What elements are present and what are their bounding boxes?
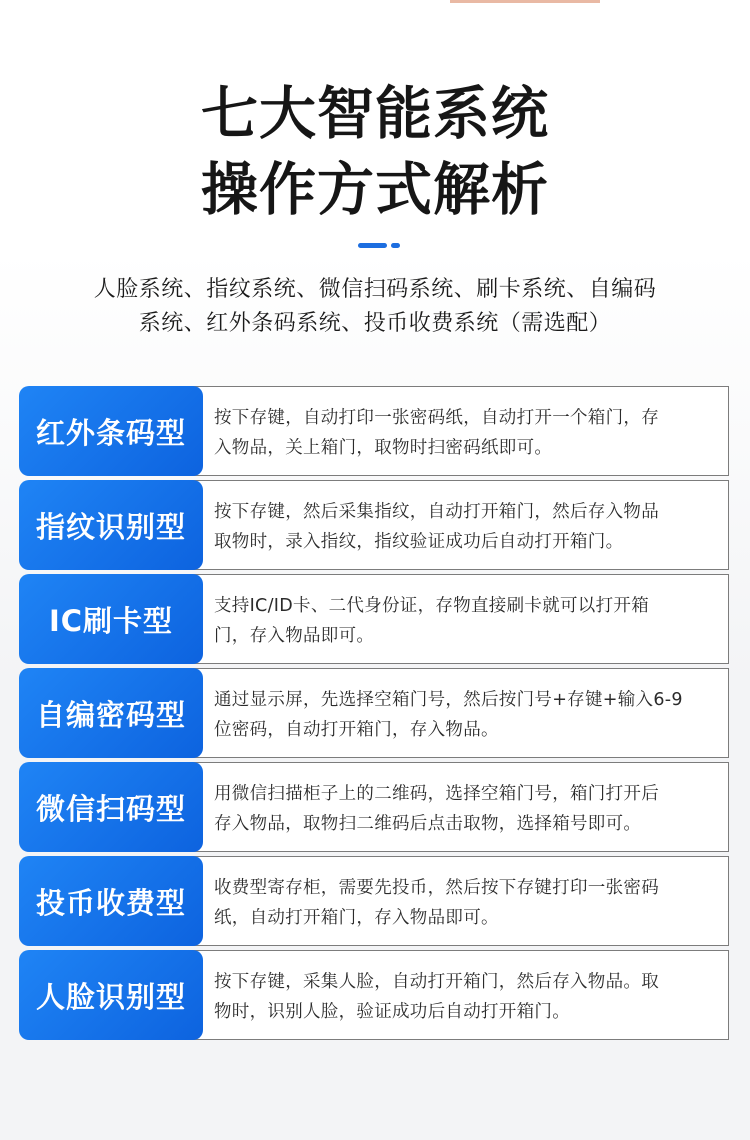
system-row-wechat-scan <box>19 762 729 852</box>
system-description-line2: 取物时，录入指纹，指纹验证成功后自动打开箱门。 <box>214 532 624 552</box>
system-label: IC刷卡型 <box>48 603 174 638</box>
system-description <box>214 967 727 1027</box>
system-label-badge <box>19 480 203 570</box>
system-label-badge <box>19 950 203 1040</box>
system-description-box <box>169 574 729 664</box>
system-description-line2: 纸，自动打开箱门，存入物品即可。 <box>214 908 499 928</box>
system-description-box <box>169 386 729 476</box>
title-divider-short <box>391 243 400 248</box>
system-description-line1: 按下存键，采集人脸，自动打开箱门，然后存入物品。取 <box>214 972 659 992</box>
system-description-line2: 门，存入物品即可。 <box>214 626 375 646</box>
system-row-custom-password <box>19 668 729 758</box>
system-description-line1: 支持IC/ID卡、二代身份证，存物直接刷卡就可以打开箱 <box>214 596 650 616</box>
page-title-line2: 操作方式解析 <box>201 157 549 223</box>
system-description-line2: 存入物品，取物扫二维码后点击取物，选择箱号即可。 <box>214 814 642 834</box>
system-label: 指纹识别型 <box>35 509 186 544</box>
system-description <box>214 779 727 839</box>
system-description-box <box>169 762 729 852</box>
system-row-coin-operated <box>19 856 729 946</box>
system-description-box <box>169 480 729 570</box>
system-description-line2: 入物品，关上箱门，取物时扫密码纸即可。 <box>214 438 553 458</box>
system-description <box>214 873 727 933</box>
top-accent-bar <box>450 0 600 3</box>
system-description-box <box>169 856 729 946</box>
system-description <box>214 497 727 557</box>
system-label: 人脸识别型 <box>35 979 186 1014</box>
system-label: 红外条码型 <box>35 415 186 450</box>
system-row-fingerprint <box>19 480 729 570</box>
system-description-box <box>169 950 729 1040</box>
system-description-box <box>169 668 729 758</box>
system-description-line1: 按下存键，然后采集指纹，自动打开箱门，然后存入物品 <box>214 502 659 522</box>
system-description-line1: 收费型寄存柜，需要先投币，然后按下存键打印一张密码 <box>214 878 659 898</box>
system-description <box>214 403 727 463</box>
system-label-badge <box>19 668 203 758</box>
system-label: 投币收费型 <box>35 885 186 920</box>
system-description-line2: 物时，识别人脸，验证成功后自动打开箱门。 <box>214 1002 570 1022</box>
page-title-line1: 七大智能系统 <box>201 81 549 147</box>
subtitle-line2: 系统、红外条码系统、投币收费系统（需选配） <box>138 311 612 336</box>
system-label-badge <box>19 856 203 946</box>
system-description-line1: 按下存键，自动打印一张密码纸，自动打开一个箱门，存 <box>214 408 659 428</box>
system-description <box>214 685 727 745</box>
system-row-face-recognition <box>19 950 729 1040</box>
system-description-line2: 位密码，自动打开箱门，存入物品。 <box>214 720 499 740</box>
system-label-badge <box>19 386 203 476</box>
system-description <box>214 591 727 651</box>
subtitle-line1: 人脸系统、指纹系统、微信扫码系统、刷卡系统、自编码 <box>93 277 657 302</box>
system-row-ic-card <box>19 574 729 664</box>
system-description-line1: 通过显示屏，先选择空箱门号，然后按门号+存键+输入6-9 <box>214 690 683 710</box>
system-label-badge <box>19 574 203 664</box>
system-label: 微信扫码型 <box>35 791 186 826</box>
title-divider-long <box>358 243 387 248</box>
system-label: 自编密码型 <box>35 697 186 732</box>
system-row-infrared <box>19 386 729 476</box>
system-description-line1: 用微信扫描柜子上的二维码，选择空箱门号，箱门打开后 <box>214 784 659 804</box>
system-label-badge <box>19 762 203 852</box>
